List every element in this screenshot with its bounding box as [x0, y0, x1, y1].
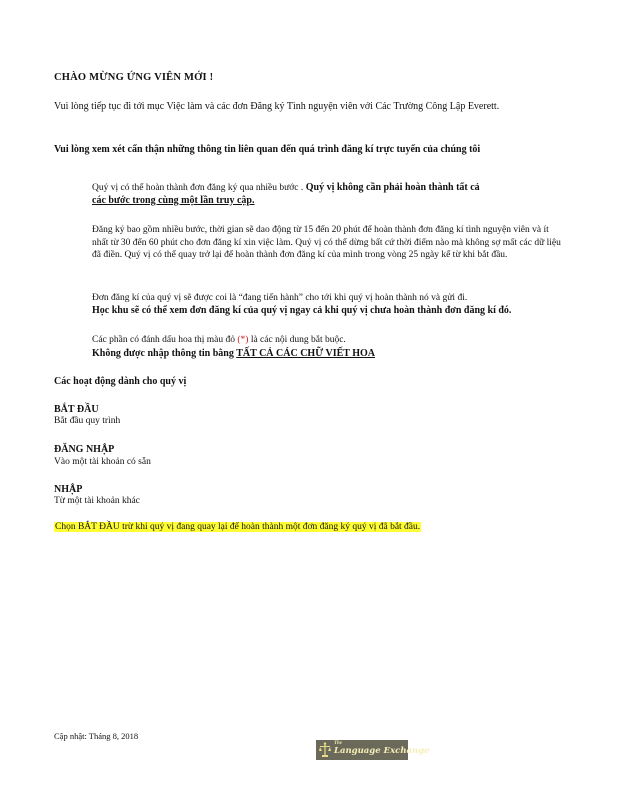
page-title: CHÀO MỪNG ỨNG VIÊN MỚI !	[54, 72, 214, 83]
list-item-text: Quý vị có thể hoàn thành đơn đăng ký qua nhiều bước .	[92, 183, 304, 193]
list-item-text: Các phần có đánh dấu hoa thị màu đỏ	[92, 335, 238, 345]
intro-paragraph: Vui lòng tiếp tục đi tới mục Việc làm và các đơn Đăng ký Tình nguyện viên với Các Trường Công Lập Everett.	[54, 101, 500, 112]
list-item-emphasis: Quý vị không cần phải hoàn thành tất cả	[303, 182, 480, 193]
activity-login-desc: Vào một tài khoản có sẵn	[54, 457, 151, 467]
updated-date: Cập nhật: Tháng 8, 2018	[54, 731, 139, 741]
review-note: Vui lòng xem xét cẩn thận những thông tin liên quan đến quá trình đăng kí trực tuyến của chúng tôi	[54, 144, 481, 155]
scales-icon	[319, 742, 331, 758]
list-item-emphasis: Học khu sẽ có thể xem đơn đăng kí của quý vị ngay cả khi quý vị chưa hoàn thành đơn đăng kí đó.	[92, 304, 512, 316]
activity-import-desc: Từ một tài khoản khác	[54, 496, 140, 506]
activities-heading: Các hoạt động dành cho quý vị	[54, 376, 187, 387]
highlighted-instruction: Chọn BẮT ĐẦU trừ khi quý vị đang quay lại để hoàn thành một đơn đăng ký quý vị đã bắt đầu.	[55, 522, 421, 532]
list-item-emphasis: Không được nhập thông tin bằng	[92, 348, 237, 359]
required-asterisk: (*)	[237, 335, 249, 345]
list-item-emphasis: TẤT CẢ CÁC CHỮ VIẾT HOA	[236, 348, 376, 359]
activity-start-title: BẮT ĐẦU	[54, 404, 99, 415]
activity-login-title: ĐĂNG NHẬP	[54, 444, 115, 455]
logo-the: The	[334, 741, 343, 746]
list-item-text: Đăng ký bao gồm nhiều bước, thời gian sẽ dao động từ 15 đến 20 phút để hoàn thành đơn đăng kí tình nguyện viên và ít nhất từ 30 đến 60 phút cho đơn đăng kí xin việc làm. Quý vị có thể dừng bất cứ thời điểm nào mà không sợ mất các dữ liệu đã điền. Quý vị có thể quay trở lại để hoàn thành đơn đăng kí của mình trong vòng 25 ngày kể từ khi bắt đầu.	[92, 225, 561, 260]
activity-import-title: NHẬP	[54, 484, 83, 495]
list-item-text: là các nội dung bắt buộc.	[248, 335, 346, 345]
list-item-text: Đơn đăng kí của quý vị sẽ được coi là “đang tiến hành” cho tới khi quý vị hoàn thành nó và gửi đi.	[92, 293, 468, 303]
list-item-emphasis: các bước trong cùng một lần truy cập.	[92, 194, 255, 206]
logo-name: Language Exchange	[334, 746, 430, 756]
language-exchange-logo	[316, 740, 430, 760]
activity-start-desc: Bắt đầu quy trình	[54, 416, 121, 426]
